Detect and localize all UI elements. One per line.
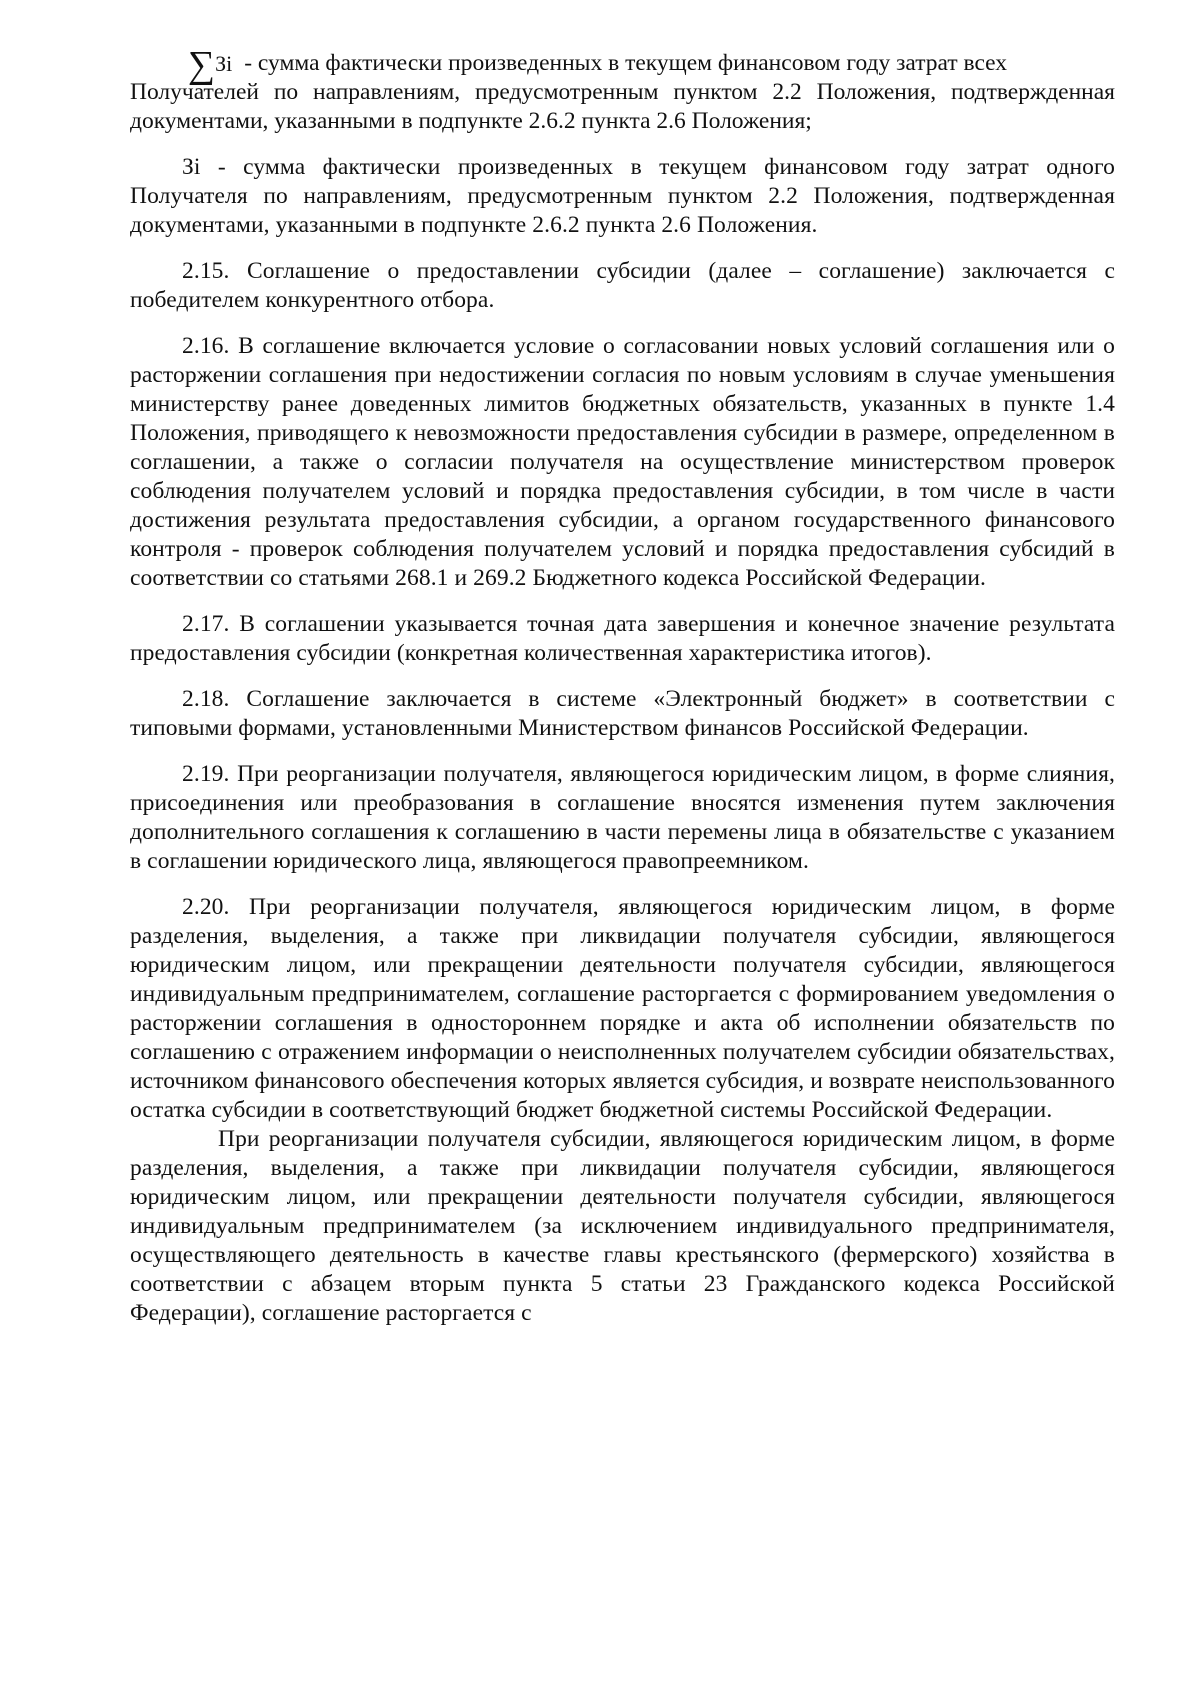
paragraph-2-15: 2.15. Соглашение о предоставлении субсидии (далее – соглашение) заключается с победителем конкурентного отбора. — [130, 258, 1115, 313]
sigma-variable: Зi — [215, 51, 233, 76]
paragraph-2-20: 2.20. При реорганизации получателя, являющегося юридическим лицом, в форме разделения, выделения, а также при ликвидации получателя субсидии, являющегося юридическим лицом, или прекращении деятельности получателя субсидии, являющегося индивидуальным предпринимателем, соглашение расторгается с формированием уведомления о расторжении соглашения в одностороннем порядке и акта об исполнении обязательств по соглашению с отражением информации о неисполненных получателем субсидии обязательствах, источником финансового обеспечения которых является субсидия, и возврате неиспользованного остатка субсидии в соответствующий бюджет бюджетной системы Российской Федерации. — [130, 894, 1115, 1123]
sigma-symbol: ∑ — [188, 44, 216, 86]
sum-description-rest: Получателей по направлениям, предусмотренным пунктом 2.2 Положения, подтвержденная документами, указанными в подпункте 2.6.2 пункта 2.6 Положения; — [130, 79, 1115, 134]
paragraph-2-17: 2.17. В соглашении указывается точная дата завершения и конечное значение результата предоставления субсидии (конкретная количественная характеристика итогов). — [130, 611, 1115, 666]
paragraph-2-20-continued: При реорганизации получателя субсидии, являющегося юридическим лицом, в форме разделения, выделения, а также при ликвидации получателя субсидии, являющегося юридическим лицом, или прекращении деятельности получателя субсидии, являющегося индивидуальным предпринимателем (за исключением индивидуального предпринимателя, осуществляющего деятельность в качестве главы крестьянского (фермерского) хозяйства в соответствии с абзацем вторым пункта 5 статьи 23 Гражданского кодекса Российской Федерации), соглашение расторгается с — [130, 1126, 1115, 1326]
paragraph-2-18: 2.18. Соглашение заключается в системе «Электронный бюджет» в соответствии с типовыми формами, установленными Министерством финансов Российской Федерации. — [130, 686, 1115, 741]
sum-formula-line — [130, 44, 1115, 86]
paragraph-2-16: 2.16. В соглашение включается условие о согласовании новых условий соглашения или о расторжении соглашения при недостижении согласия по новым условиям в случае уменьшения министерству ранее доведенных лимитов бюджетных обязательств, указанных в пункте 1.4 Положения, приводящего к невозможности предоставления субсидии в размере, определенном в соглашении, а также о согласии получателя на осуществление министерством проверок соблюдения получателем условий и порядка предоставления субсидии, в том числе в части достижения результата предоставления субсидии, а органом государственного финансового контроля - проверок соблюдения получателем условий и порядка предоставления субсидий в соответствии со статьями 268.1 и 269.2 Бюджетного кодекса Российской Федерации. — [130, 333, 1115, 591]
paragraph-2-19: 2.19. При реорганизации получателя, являющегося юридическим лицом, в форме слияния, присоединения или преобразования в соглашение вносятся изменения путем заключения дополнительного соглашения к соглашению в части перемены лица в обязательстве с указанием в соглашении юридического лица, являющегося правопреемником. — [130, 761, 1115, 874]
document-body — [130, 44, 1115, 1328]
sum-description-first-line: - сумма фактически произведенных в текущем финансовом году затрат всех — [244, 50, 1008, 76]
paragraph-zi-definition: Зi - сумма фактически произведенных в текущем финансовом году затрат одного Получателя по направлениям, предусмотренным пунктом 2.2 Положения, подтвержденная документами, указанными в подпункте 2.6.2 пункта 2.6 Положения. — [130, 154, 1115, 238]
